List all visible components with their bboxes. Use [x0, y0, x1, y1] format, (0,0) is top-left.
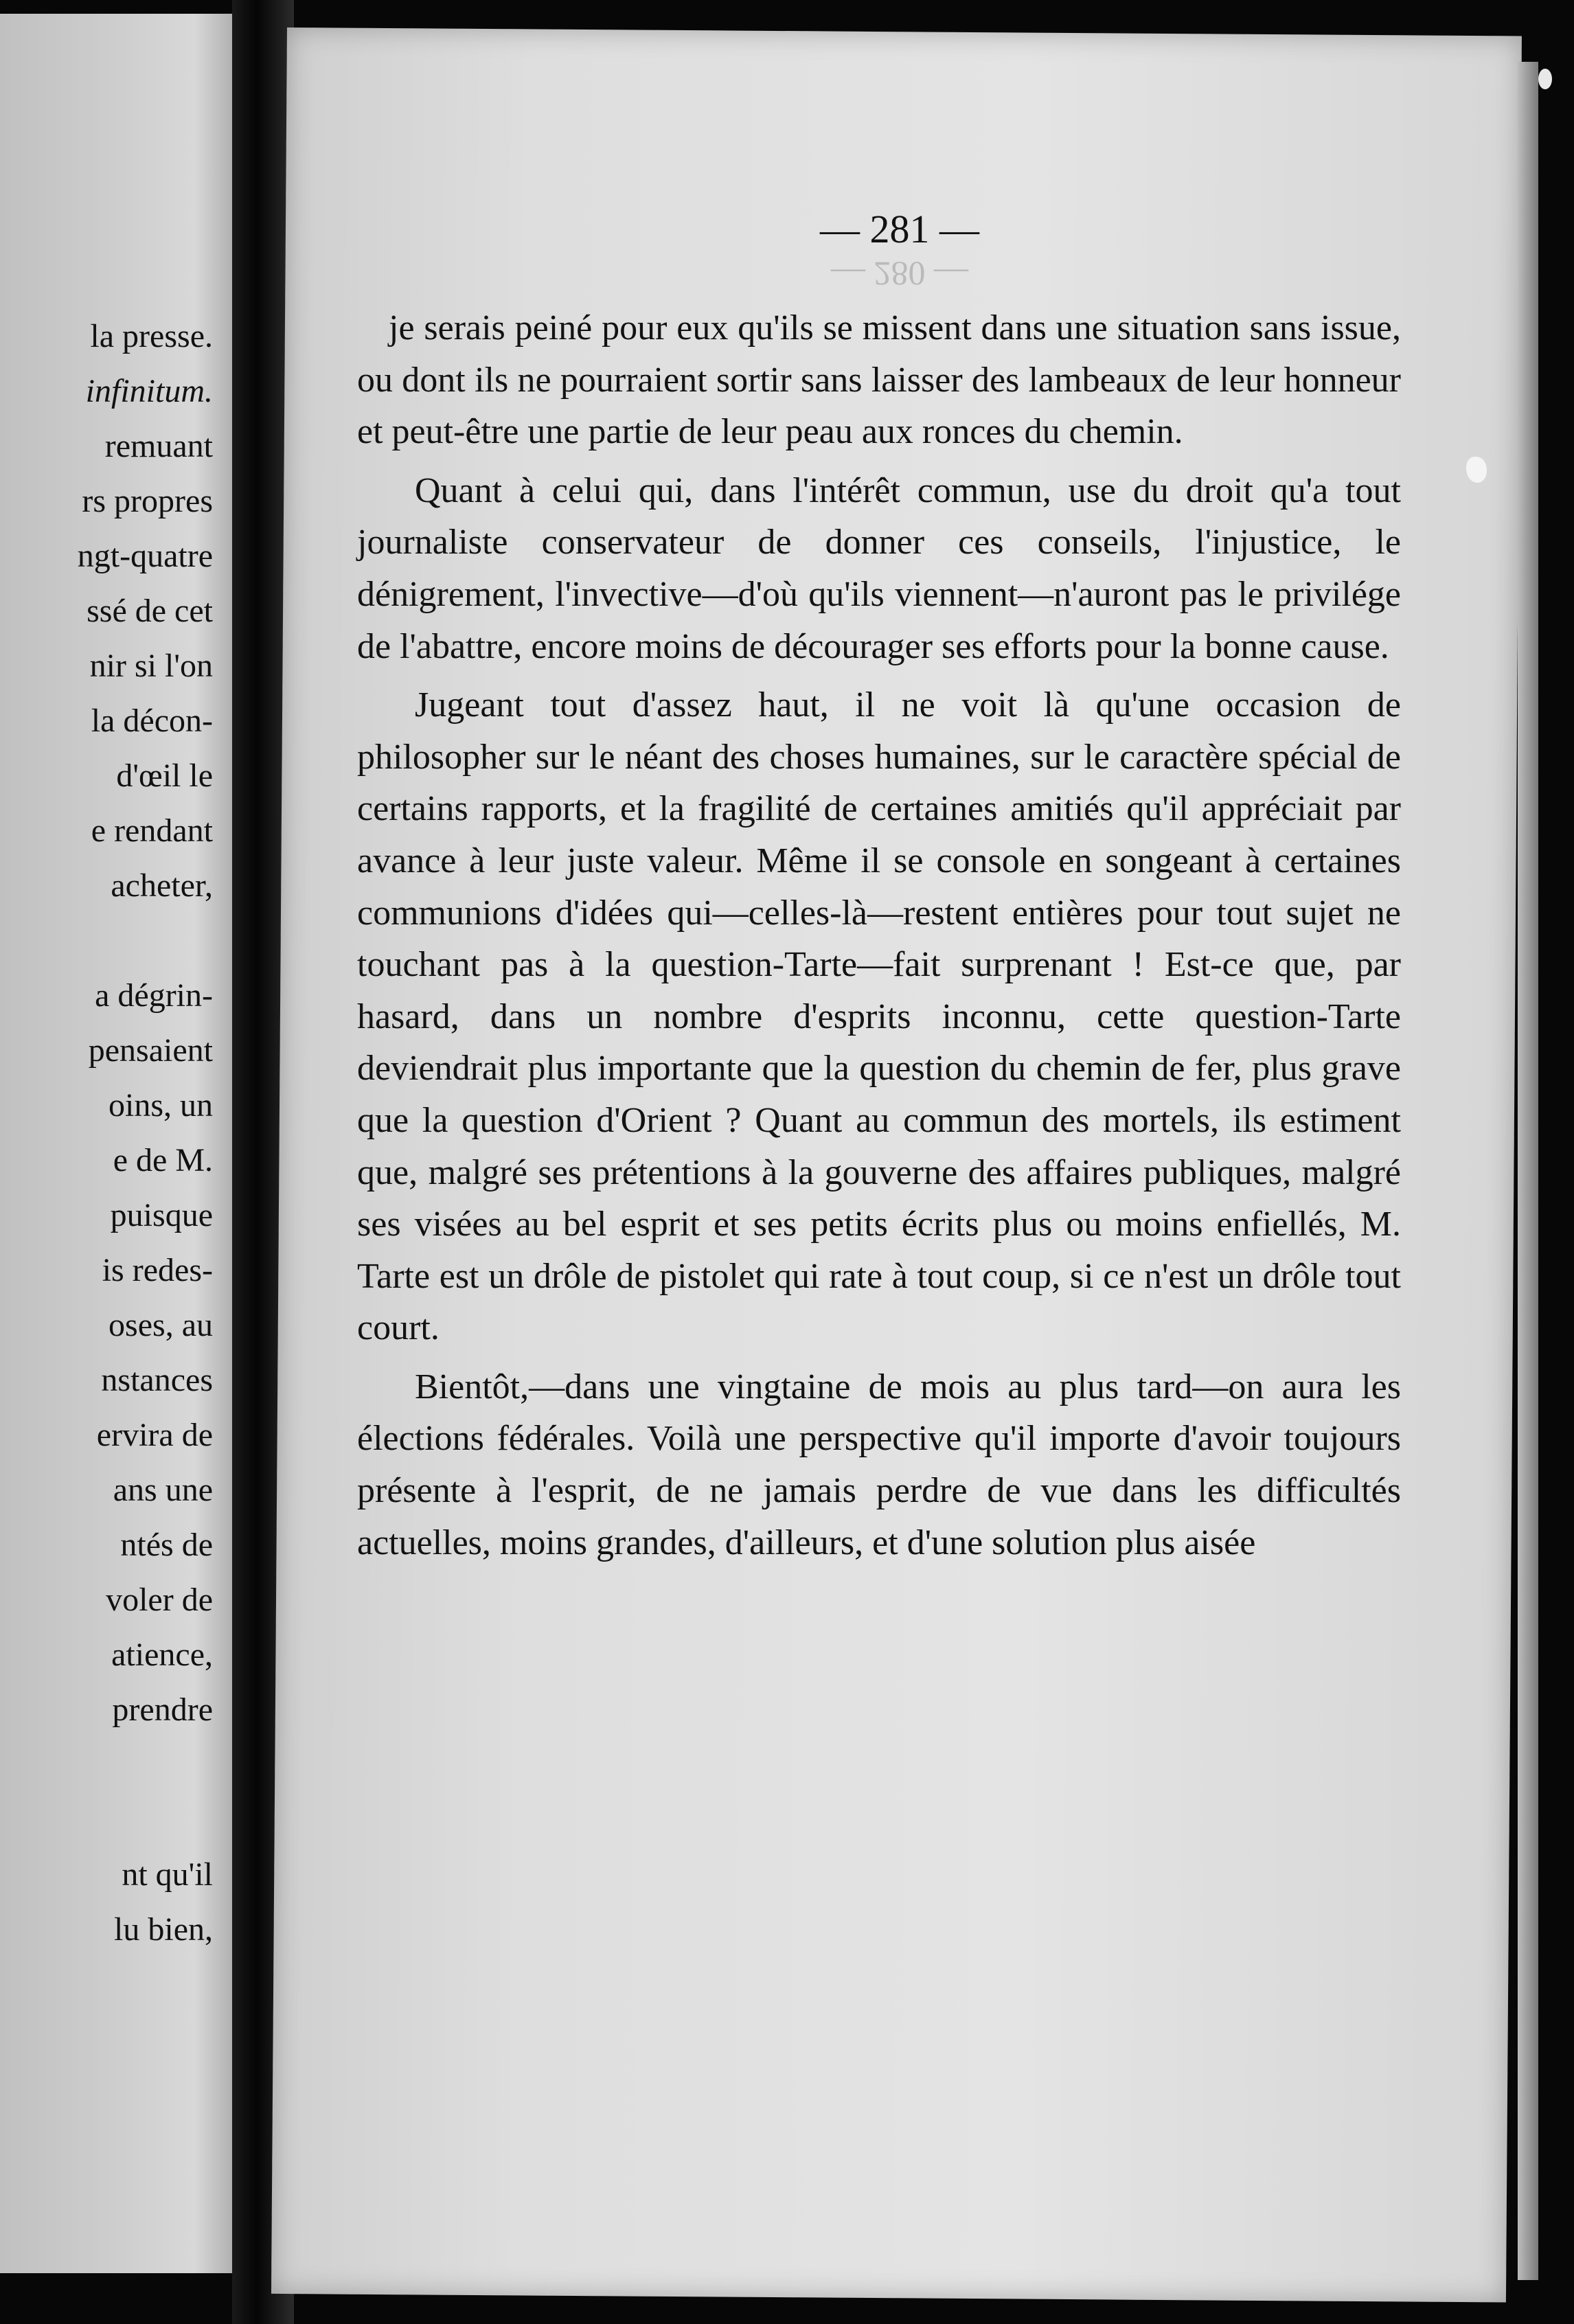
previous-page-line: e rendant — [91, 812, 213, 849]
previous-page-line: a dégrin- — [95, 977, 213, 1014]
paragraph: Quant à celui qui, dans l'intérêt commun, use du droit qu'a tout journaliste conservateur de donner ces conseils, l'injustice, le dénigrement, l'invective—d'où qu'ils viennent—n'auront pas le privilége de l'abattre, encore moins de décourager ses efforts pour la bonne cause. — [357, 470, 1401, 666]
previous-page-line: rs propres — [82, 483, 213, 519]
show-through-page-number: — 280 — — [831, 255, 968, 293]
previous-page-line: lu bien, — [114, 1911, 213, 1948]
previous-page-line: nt qu'il — [122, 1856, 213, 1893]
previous-page-line: is redes- — [102, 1252, 213, 1288]
previous-page-line — [0, 1738, 213, 1792]
previous-page-line: acheter, — [111, 867, 213, 904]
page-body — [357, 302, 1401, 1569]
previous-page-line: puisque — [110, 1197, 213, 1233]
previous-page-line: infinitum. — [85, 373, 213, 409]
previous-page-line: ngt-quatre — [77, 538, 213, 574]
previous-page-line: pensaient — [88, 1032, 213, 1069]
previous-page-line: voler de — [106, 1582, 213, 1618]
paragraph: je serais peiné pour eux qu'ils se missent dans une situation sans issue, ou dont ils ne pourraient sortir sans laisser des lambeaux de leur honneur et peut-être une partie de leur peau aux ronces du chemin. — [357, 308, 1401, 452]
previous-page-line: d'œil le — [116, 757, 213, 794]
previous-page — [0, 14, 236, 2273]
page-edge — [1518, 62, 1538, 2280]
previous-page-line — [0, 913, 213, 968]
previous-page-line: ntés de — [120, 1527, 213, 1563]
previous-page-line — [0, 1792, 213, 1847]
previous-page-line: oses, au — [109, 1307, 213, 1343]
previous-page-line: ssé de cet — [87, 593, 213, 629]
previous-page-line: ervira de — [96, 1417, 213, 1453]
previous-page-line: ans une — [113, 1472, 213, 1508]
paragraph: Jugeant tout d'assez haut, il ne voit là qu'une occasion de philosopher sur le néant des choses humaines, sur le caractère spécial de certains rapports, et la fragilité de certaines amitiés qu'il appréciait par avance à leur juste valeur. Même il se console en songeant à certaines communions d'idées qui—celles-là—restent entières pour tout sujet ne touchant pas à la question-Tarte—fait surprenant ! Est-ce que, par hasard, dans un nombre d'esprits inconnu, cette question-Tarte deviendrait plus importante que la question du chemin de fer, plus grave que la question d'Orient ? Quant au commun des mortels, ils estiment que, malgré ses prétentions à la gouverne des affaires publiques, malgré ses visées au bel esprit et ses petits écrits plus ou moins enfiellés, M. Tarte est un drôle de pistolet qui rate à tout coup, si ce n'est un drôle tout court. — [357, 685, 1401, 1348]
paragraph: Bientôt,—dans une vingtaine de mois au plus tard—on aura les élections fédérales. Voilà une perspective qu'il importe d'avoir toujours présente à l'esprit, de ne jamais perdre de vue dans les difficultés actuelles, moins grandes, d'ailleurs, et d'une solution plus aisée — [357, 1367, 1401, 1562]
previous-page-line: remuant — [104, 428, 213, 464]
previous-page-line: prendre — [112, 1691, 213, 1728]
previous-page-line: nir si l'on — [89, 648, 213, 684]
paper-speck — [1466, 457, 1487, 483]
previous-page-line: nstances — [101, 1362, 213, 1398]
page-number: — 281 — — [820, 207, 979, 251]
previous-page-text — [0, 309, 213, 1957]
previous-page-line: oins, un — [108, 1087, 213, 1124]
paper-speck — [1538, 69, 1552, 89]
previous-page-line: e de M. — [113, 1142, 213, 1178]
previous-page-line: atience, — [111, 1637, 213, 1673]
previous-page-line: la presse. — [90, 318, 213, 354]
previous-page-line: la décon- — [91, 703, 213, 739]
